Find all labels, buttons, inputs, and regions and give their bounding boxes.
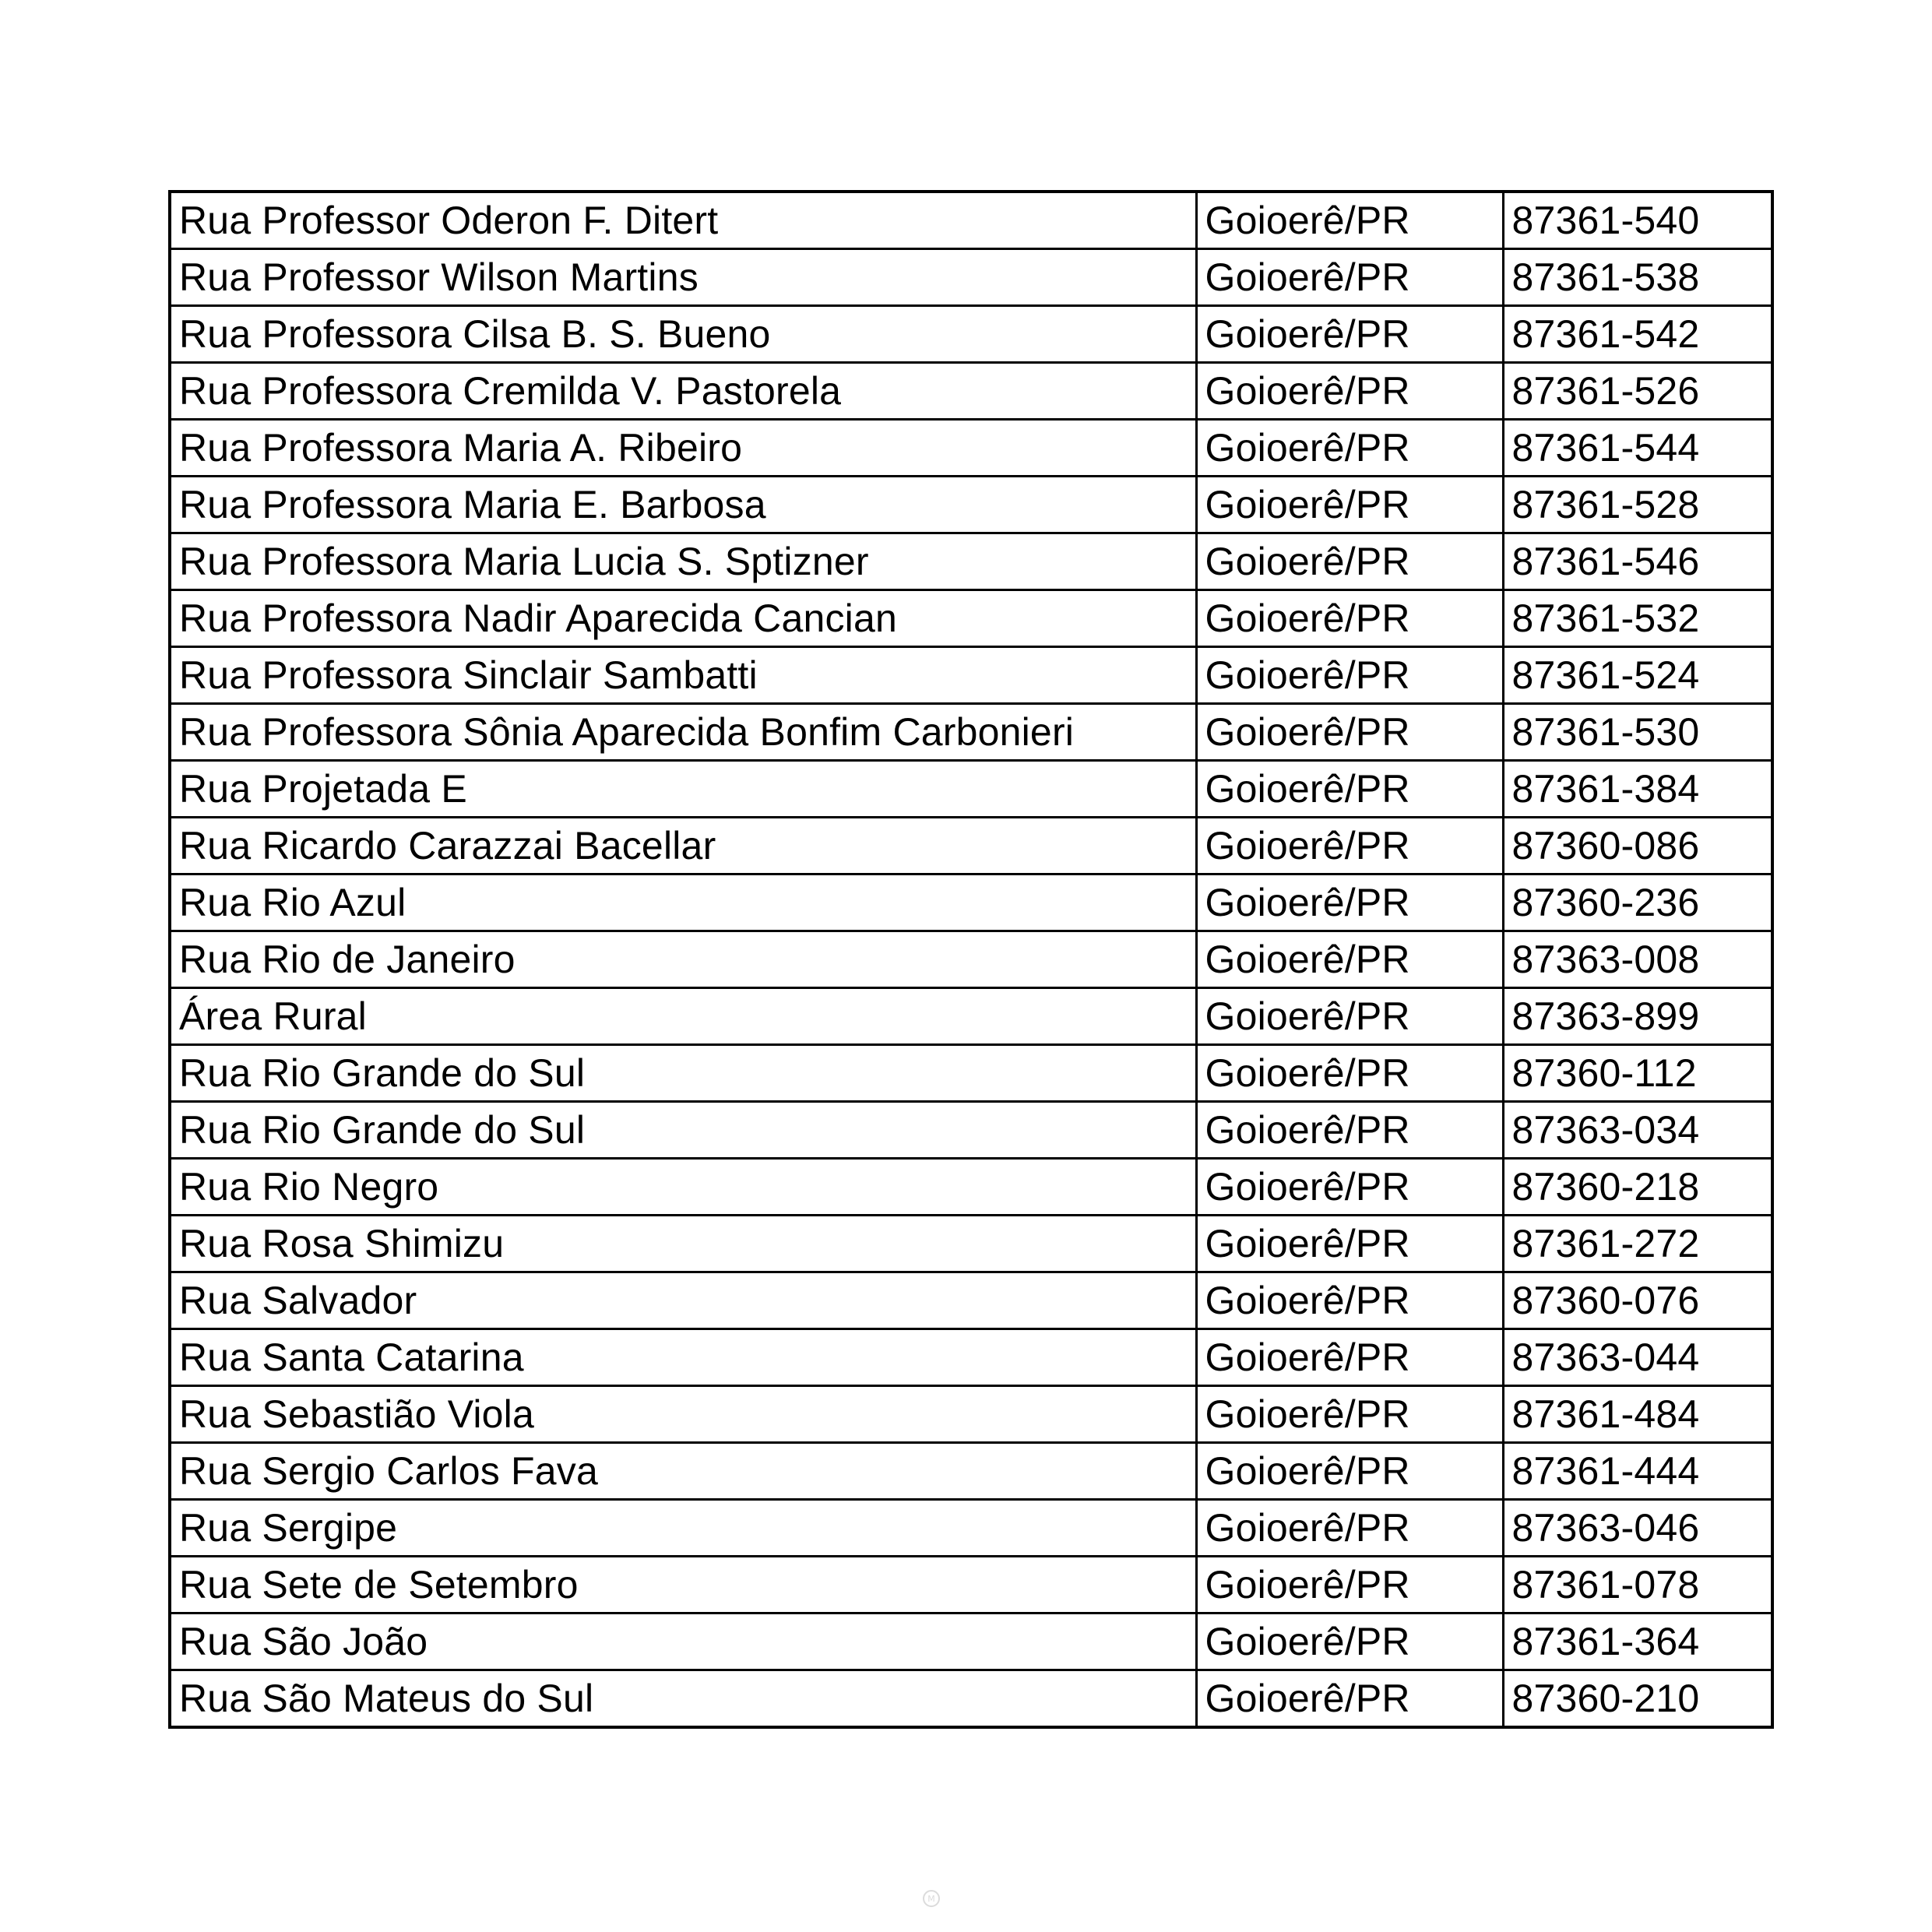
street-cell: Rua Rio Grande do Sul [170, 1045, 1196, 1102]
table-row [170, 875, 1772, 931]
street-cell: Rua Rio Grande do Sul [170, 1102, 1196, 1159]
city-cell: Goioerê/PR [1196, 875, 1503, 931]
city-cell: Goioerê/PR [1196, 988, 1503, 1045]
address-table [168, 190, 1774, 1729]
table-row [170, 1557, 1772, 1614]
street-cell: Rua Sebastião Viola [170, 1386, 1196, 1443]
table-row [170, 1614, 1772, 1670]
table-row [170, 1216, 1772, 1272]
city-cell: Goioerê/PR [1196, 1614, 1503, 1670]
cep-cell: 87361-526 [1503, 363, 1772, 420]
m-logo-icon: M [923, 1890, 940, 1907]
street-cell: Rua Ricardo Carazzai Bacellar [170, 818, 1196, 875]
street-cell: Rua Sete de Setembro [170, 1557, 1196, 1614]
street-cell: Rua Professora Sônia Aparecida Bonfim Carbonieri [170, 704, 1196, 761]
city-cell: Goioerê/PR [1196, 1443, 1503, 1500]
street-cell: Rua Sergio Carlos Fava [170, 1443, 1196, 1500]
street-cell: Rua Sergipe [170, 1500, 1196, 1557]
cep-cell: 87360-236 [1503, 875, 1772, 931]
table-row [170, 1159, 1772, 1216]
city-cell: Goioerê/PR [1196, 931, 1503, 988]
cep-cell: 87361-546 [1503, 533, 1772, 590]
table-row [170, 1045, 1772, 1102]
table-row [170, 590, 1772, 647]
cep-cell: 87360-112 [1503, 1045, 1772, 1102]
cep-cell: 87363-034 [1503, 1102, 1772, 1159]
street-cell: Rua Salvador [170, 1272, 1196, 1329]
table-row [170, 1500, 1772, 1557]
city-cell: Goioerê/PR [1196, 1159, 1503, 1216]
table-row [170, 192, 1772, 249]
city-cell: Goioerê/PR [1196, 818, 1503, 875]
cep-cell: 87361-272 [1503, 1216, 1772, 1272]
street-cell: Rua São João [170, 1614, 1196, 1670]
cep-cell: 87361-532 [1503, 590, 1772, 647]
city-cell: Goioerê/PR [1196, 1329, 1503, 1386]
city-cell: Goioerê/PR [1196, 1045, 1503, 1102]
table-row [170, 1386, 1772, 1443]
city-cell: Goioerê/PR [1196, 363, 1503, 420]
cep-cell: 87363-008 [1503, 931, 1772, 988]
city-cell: Goioerê/PR [1196, 477, 1503, 533]
cep-cell: 87361-384 [1503, 761, 1772, 818]
street-cell: Rua Professora Maria E. Barbosa [170, 477, 1196, 533]
city-cell: Goioerê/PR [1196, 590, 1503, 647]
watermark [923, 1888, 1012, 1909]
city-cell: Goioerê/PR [1196, 1272, 1503, 1329]
cep-cell: 87363-046 [1503, 1500, 1772, 1557]
cep-cell: 87360-210 [1503, 1670, 1772, 1728]
table-row [170, 1329, 1772, 1386]
street-cell: Rua Professora Maria A. Ribeiro [170, 420, 1196, 477]
city-cell: Goioerê/PR [1196, 704, 1503, 761]
table-row [170, 249, 1772, 306]
table-row [170, 420, 1772, 477]
table-row [170, 988, 1772, 1045]
cep-cell: 87363-899 [1503, 988, 1772, 1045]
cep-cell: 87361-444 [1503, 1443, 1772, 1500]
cep-cell: 87361-364 [1503, 1614, 1772, 1670]
city-cell: Goioerê/PR [1196, 761, 1503, 818]
cep-cell: 87360-086 [1503, 818, 1772, 875]
city-cell: Goioerê/PR [1196, 420, 1503, 477]
table-row [170, 704, 1772, 761]
city-cell: Goioerê/PR [1196, 1102, 1503, 1159]
city-cell: Goioerê/PR [1196, 192, 1503, 249]
street-cell: Rua Rio de Janeiro [170, 931, 1196, 988]
table-row [170, 477, 1772, 533]
street-cell: Área Rural [170, 988, 1196, 1045]
city-cell: Goioerê/PR [1196, 1386, 1503, 1443]
cep-cell: 87361-524 [1503, 647, 1772, 704]
street-cell: Rua Professora Sinclair Sambatti [170, 647, 1196, 704]
table-row [170, 761, 1772, 818]
table-row [170, 1670, 1772, 1728]
street-cell: Rua Professora Nadir Aparecida Cancian [170, 590, 1196, 647]
city-cell: Goioerê/PR [1196, 647, 1503, 704]
street-cell: Rua Rio Negro [170, 1159, 1196, 1216]
table-row [170, 1102, 1772, 1159]
city-cell: Goioerê/PR [1196, 1670, 1503, 1728]
city-cell: Goioerê/PR [1196, 249, 1503, 306]
street-cell: Rua Rosa Shimizu [170, 1216, 1196, 1272]
city-cell: Goioerê/PR [1196, 533, 1503, 590]
cep-cell: 87361-078 [1503, 1557, 1772, 1614]
table-row [170, 931, 1772, 988]
street-cell: Rua Professora Cilsa B. S. Bueno [170, 306, 1196, 363]
street-cell: Rua Professora Maria Lucia S. Sptizner [170, 533, 1196, 590]
city-cell: Goioerê/PR [1196, 306, 1503, 363]
table-row [170, 363, 1772, 420]
table-row [170, 818, 1772, 875]
table-row [170, 647, 1772, 704]
cep-cell: 87361-530 [1503, 704, 1772, 761]
street-cell: Rua Professora Cremilda V. Pastorela [170, 363, 1196, 420]
table-row [170, 1272, 1772, 1329]
cep-cell: 87361-484 [1503, 1386, 1772, 1443]
cep-cell: 87363-044 [1503, 1329, 1772, 1386]
cep-cell: 87360-218 [1503, 1159, 1772, 1216]
city-cell: Goioerê/PR [1196, 1557, 1503, 1614]
cep-cell: 87361-540 [1503, 192, 1772, 249]
street-cell: Rua Professor Oderon F. Ditert [170, 192, 1196, 249]
cep-cell: 87361-538 [1503, 249, 1772, 306]
street-cell: Rua Projetada E [170, 761, 1196, 818]
street-cell: Rua Rio Azul [170, 875, 1196, 931]
city-cell: Goioerê/PR [1196, 1500, 1503, 1557]
street-cell: Rua São Mateus do Sul [170, 1670, 1196, 1728]
table-row [170, 306, 1772, 363]
cep-cell: 87361-528 [1503, 477, 1772, 533]
table-row [170, 533, 1772, 590]
cep-cell: 87360-076 [1503, 1272, 1772, 1329]
city-cell: Goioerê/PR [1196, 1216, 1503, 1272]
address-table-body [170, 192, 1772, 1727]
street-cell: Rua Professor Wilson Martins [170, 249, 1196, 306]
table-row [170, 1443, 1772, 1500]
cep-cell: 87361-544 [1503, 420, 1772, 477]
cep-cell: 87361-542 [1503, 306, 1772, 363]
street-cell: Rua Santa Catarina [170, 1329, 1196, 1386]
